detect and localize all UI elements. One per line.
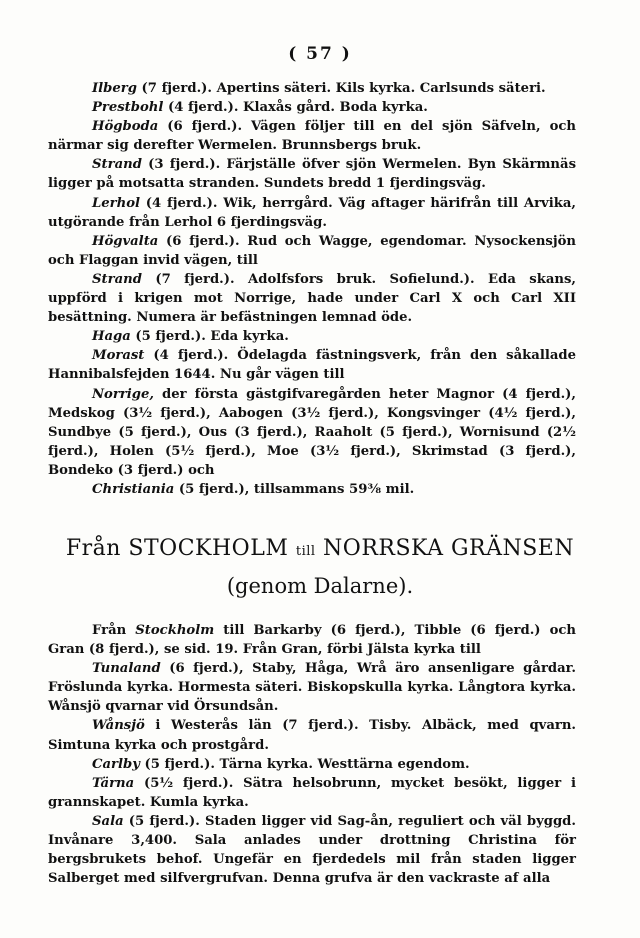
route-entry	[48, 98, 576, 117]
entry-text: (4 fjerd.). Wik, herrgård. Väg aftager härifrån till Arvika, utgörande från Lerhol 6 fjerdingsväg.	[48, 195, 576, 230]
route-entries-bottom	[48, 621, 576, 888]
route-entry	[48, 385, 576, 480]
entry-lead: Från	[92, 623, 136, 638]
route-entry	[48, 194, 576, 232]
place-name: Morast	[92, 348, 145, 364]
route-entry	[48, 346, 576, 384]
entry-text: i Westerås län (7 fjerd.). Tisby. Albäck, med qvarn. Simtuna kyrka och prostgård.	[48, 718, 576, 753]
section-heading	[0, 536, 640, 565]
place-name: Stockholm	[135, 623, 215, 638]
place-name: Strand	[92, 157, 142, 173]
place-name: Strand	[92, 271, 142, 287]
entry-text: (6 fjerd.). Vägen följer till en del sjön Säfveln, och närmar sig derefter Wermelen. Brunnsbergs bruk.	[48, 119, 576, 154]
route-entry	[48, 270, 576, 327]
place-name: Haga	[92, 329, 131, 345]
route-entry	[48, 327, 576, 346]
entry-text: (3 fjerd.). Färjställe öfver sjön Wermelen. Byn Skärmnäs ligger på motsatta stranden. Sundets bredd 1 fjerdingsväg.	[48, 157, 576, 192]
place-name: Norrige,	[92, 386, 154, 402]
heading-small-word: till	[295, 544, 316, 559]
route-entry	[48, 774, 576, 812]
entry-text: (5 fjerd.), tillsammans 59⅜ mil.	[174, 481, 415, 497]
place-name: Wånsjö	[92, 718, 145, 734]
entry-text: (4 fjerd.). Klaxås gård. Boda kyrka.	[163, 100, 428, 116]
place-name: Tunaland	[92, 661, 161, 677]
place-name: Carlby	[92, 756, 140, 772]
entry-text: (5½ fjerd.). Sätra helsobrunn, mycket besökt, ligger i grannskapet. Kumla kyrka.	[48, 775, 576, 810]
entry-text: (5 fjerd.). Staden ligger vid Sag-ån, reguliert och väl byggd. Invånare 3,400. Sala anlades under drottning Christina för bergsbrukets behof. Ungefär en fjerdedels mil från staden ligger Salberget med silfvergrufvan. Denna grufva är den vackraste af alla	[48, 813, 576, 887]
page-number: ( 57 )	[288, 44, 352, 64]
route-entry	[48, 621, 576, 659]
entry-text: (5 fjerd.). Tärna kyrka. Westtärna egendom.	[139, 756, 470, 772]
route-entry	[48, 755, 576, 774]
entry-text: (4 fjerd.). Ödelagda fästningsverk, från den såkallade Hannibalsfejden 1644. Nu går vägen till	[48, 348, 576, 383]
place-name: Lerhol	[92, 195, 141, 211]
route-entry	[48, 232, 576, 270]
place-name: Christiania	[92, 481, 175, 497]
place-name: Ilberg	[92, 81, 137, 96]
route-entry	[48, 155, 576, 193]
place-name: Högboda	[92, 119, 159, 135]
route-entry	[48, 812, 576, 888]
entry-text: (6 fjerd.), Staby, Håga, Wrå äro ansenligare gårdar. Fröslunda kyrka. Hormesta säteri. Biskopskulla kyrka. Långtora kyrka. Wånsjö qvarnar vid Örsundsån.	[48, 661, 576, 715]
entry-text: (6 fjerd.). Rud och Wagge, egendomar. Nysockensjön och Flaggan invid vägen, till	[48, 233, 576, 268]
route-entry	[48, 716, 576, 754]
place-name: Tärna	[92, 775, 135, 791]
entry-text: (7 fjerd.). Apertins säteri. Kils kyrka. Carlsunds säteri.	[136, 81, 546, 96]
route-entry	[48, 659, 576, 716]
route-entry	[48, 117, 576, 155]
route-entry	[48, 79, 576, 98]
route-entry	[48, 480, 576, 499]
heading-part-1: Från STOCKHOLM	[65, 536, 289, 561]
place-name: Sala	[92, 813, 124, 829]
entry-text: till Barkarby (6 fjerd.), Tibble (6 fjerd.) och Gran (8 fjerd.), se sid. 19. Från Gran, förbi Jälsta kyrka till	[48, 623, 576, 658]
heading-part-2: NORRSKA GRÄNSEN	[323, 536, 575, 561]
route-entries-top	[48, 79, 576, 499]
place-name: Prestbohl	[92, 100, 164, 116]
entry-text: (5 fjerd.). Eda kyrka.	[130, 329, 289, 345]
section-subheading: (genom Dalarne).	[226, 574, 414, 598]
entry-text: (7 fjerd.). Adolfsfors bruk. Sofielund.). Eda skans, uppförd i krigen mot Norrige, hade under Carl X och Carl XII besättning. Numera är befästningen lemnad öde.	[48, 271, 576, 326]
entry-text: der första gästgifvaregården heter Magnor (4 fjerd.), Medskog (3½ fjerd.), Aabogen (3½ fjerd.), Kongsvinger (4½ fjerd.), Sundbye (5 fjerd.), Ous (3 fjerd.), Raaholt (5 fjerd.), Wornisund (2½ fjerd.), Holen (5½ fjerd.), Moe (3½ fjerd.), Skrimstad (3 fjerd.), Bondeko (3 fjerd.) och	[48, 386, 576, 478]
place-name: Högvalta	[92, 233, 159, 249]
